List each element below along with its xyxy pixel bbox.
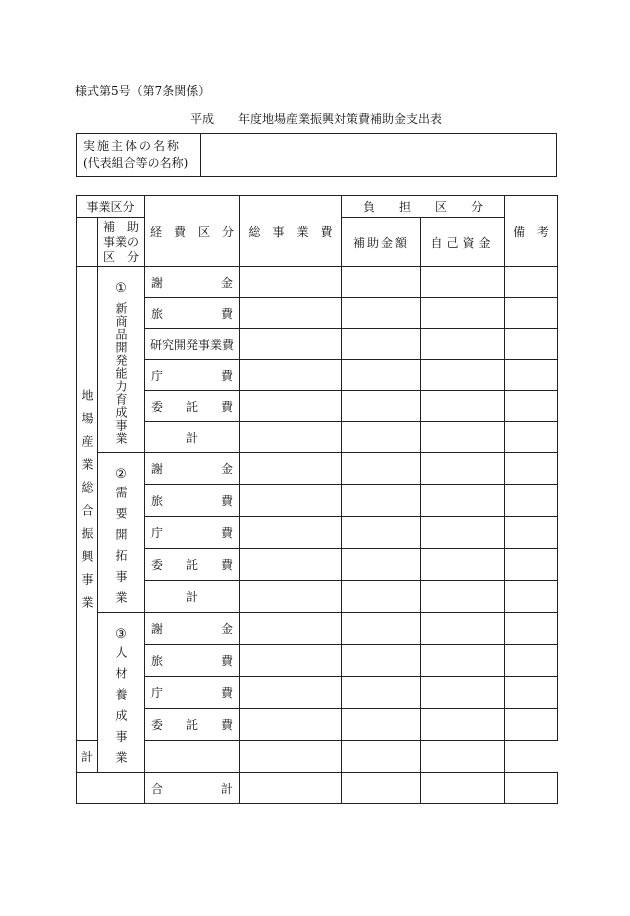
expense-chohi: 庁 費 — [145, 360, 240, 391]
title-text: 年度地場産業振興対策費補助金支出表 — [238, 112, 443, 126]
expense-shakin: 謝 金 — [145, 613, 240, 645]
table-row — [77, 422, 558, 453]
category-label: 地場産業総合振興事業 — [80, 388, 94, 619]
expense-kei: 計 — [145, 422, 240, 453]
organization-table — [76, 133, 557, 177]
expense-kei: 計 — [145, 581, 240, 613]
document-title — [190, 110, 442, 127]
hojo-line1: 補 助 — [103, 219, 140, 234]
expense-ryohi: 旅 費 — [145, 645, 240, 677]
expense-ryohi: 旅 費 — [145, 298, 240, 329]
expense-chohi: 庁 費 — [145, 517, 240, 549]
category-cell — [77, 267, 98, 741]
project-2-number: ② — [115, 467, 127, 482]
expense-itaku: 委 託 費 — [145, 549, 240, 581]
project-1-name: 新商品開発能力育成事業 — [114, 302, 128, 445]
table-row — [77, 298, 558, 329]
org-label-line1: 実施主体の名称 — [83, 139, 182, 153]
expense-shakin: 謝 金 — [145, 267, 240, 298]
grand-total-row — [77, 773, 558, 804]
table-row — [77, 453, 558, 485]
table-row — [77, 329, 558, 360]
expense-kei: 計 — [77, 741, 98, 773]
header-hojokin-gaku: 補助金額 — [342, 218, 421, 267]
expense-shakin: 謝 金 — [145, 453, 240, 485]
hojo-line2: 事業の — [103, 234, 140, 249]
project-3-name: 人材養成事業 — [114, 646, 128, 772]
header-keihi-kubun — [145, 196, 240, 267]
table-row — [77, 677, 558, 709]
table-row — [77, 581, 558, 613]
table-row — [77, 517, 558, 549]
header-jigyo-kubun: 事業区分 — [77, 196, 145, 218]
project-3-cell — [98, 613, 145, 773]
header-sojigyohi — [240, 196, 342, 267]
table-row — [77, 709, 558, 741]
table-row — [77, 391, 558, 422]
table-row — [77, 613, 558, 645]
org-label-line2: (代表組合等の名称) — [83, 156, 189, 170]
project-2-name: 需要開拓事業 — [114, 486, 128, 612]
header-blank — [77, 218, 98, 267]
hojo-line3: 区 分 — [103, 249, 140, 264]
form-number: 様式第5号（第7条関係） — [75, 84, 211, 98]
project-3-number: ③ — [115, 627, 127, 642]
title-era: 平成 — [190, 112, 215, 126]
expense-kenkyu: 研究開発事業費 — [145, 329, 240, 360]
table-row — [77, 645, 558, 677]
expense-ryohi: 旅 費 — [145, 485, 240, 517]
expense-itaku: 委 託 費 — [145, 391, 240, 422]
project-1-number: ① — [115, 281, 127, 296]
table-row — [77, 741, 558, 773]
table-row — [77, 549, 558, 581]
header-hojo-kubun — [98, 218, 145, 267]
project-1-cell — [98, 267, 145, 453]
table-row — [77, 485, 558, 517]
header-keihi-kubun-label: 経 費 区 分 — [150, 224, 235, 239]
header-futan-kubun: 負 担 区 分 — [342, 196, 505, 218]
organization-label — [77, 134, 201, 177]
project-2-cell — [98, 453, 145, 613]
table-row — [77, 267, 558, 298]
header-jiko-shikin: 自己資金 — [421, 218, 505, 267]
header-row-1 — [77, 196, 558, 218]
expense-gokei: 合 計 — [145, 773, 240, 804]
table-row — [77, 360, 558, 391]
header-biko: 備 考 — [505, 196, 558, 267]
organization-name-field[interactable] — [201, 134, 557, 177]
expense-chohi: 庁 費 — [145, 677, 240, 709]
header-sojigyohi-label: 総 事 業 費 — [248, 224, 333, 239]
expenditure-table — [76, 195, 558, 804]
expense-itaku: 委 託 費 — [145, 709, 240, 741]
